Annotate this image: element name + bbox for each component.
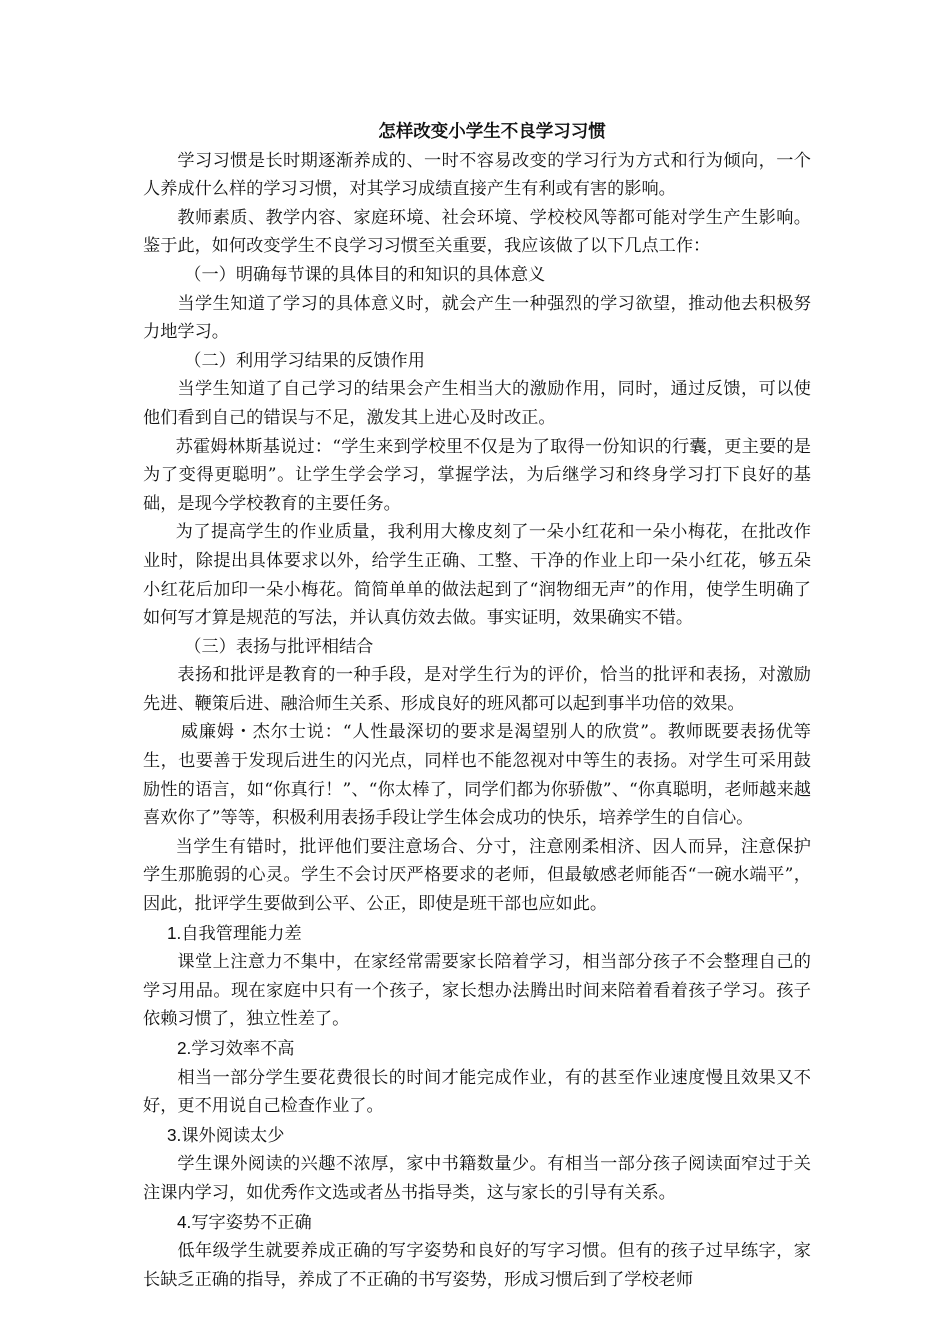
paragraph: 为了提高学生的作业质量，我利用大橡皮刻了一朵小红花和一朵小梅花，在批改作业时，除提出具体要求以外，给学生正确、工整、干净的作业上印一朵小红花，够五朵小红花后加印一朵小梅花。简简单单的做法起到了“润物细无声”的作用，使学生明确了如何写才算是规范的写法，并认真仿效去做。事实证明，效果确实不错。	[143, 522, 811, 629]
numbered-heading	[143, 1121, 811, 1151]
heading-number: 2.	[177, 1038, 192, 1058]
heading-number: 4.	[177, 1211, 192, 1232]
paragraph: 表扬和批评是教育的一种手段，是对学生行为的评价，恰当的批评和表扬，对激励先进、鞭策后进、融洽师生关系、形成良好的班风都可以起到事半功倍的效果。	[143, 665, 811, 714]
paragraph: 课堂上注意力不集中，在家经常需要家长陪着学习，相当部分孩子不会整理自己的学习用品。现在家庭中只有一个孩子，家长想办法腾出时间来陪着看着孩子学习。孩子依赖习惯了，独立性差了。	[143, 952, 811, 1030]
heading-number: 3.	[167, 1124, 182, 1145]
paragraph: 苏霍姆林斯基说过：“学生来到学校里不仅是为了取得一份知识的行囊，更主要的是为了变得更聪明”。让学生学会学习，掌握学法，为后继学习和终身学习打下良好的基础，是现今学校教育的主要任务。	[143, 436, 811, 514]
numbered-heading	[143, 1208, 811, 1238]
document-page	[143, 118, 811, 1294]
paragraph: 威廉姆・杰尔士说：“人性最深切的要求是渴望别人的欣赏”。教师既要表扬优等生，也要善于发现后进生的闪光点，同样也不能忽视对中等生的表扬。对学生可采用鼓励性的语言，如“你真行！”、“你太棒了，同学们都为你骄傲”、“你真聪明，老师越来越喜欢你了”等等，积极利用表扬手段让学生体会成功的快乐，培养学生的自信心。	[143, 722, 811, 829]
numbered-heading	[143, 1034, 811, 1064]
paragraph: 学习习惯是长时期逐渐养成的、一时不容易改变的学习行为方式和行为倾向，一个人养成什么样的学习习惯，对其学习成绩直接产生有利或有害的影响。	[143, 150, 811, 200]
heading-number: 1.	[167, 922, 182, 943]
heading-text: 自我管理能力差	[181, 923, 302, 944]
paragraph: 当学生知道了学习的具体意义时，就会产生一种强烈的学习欲望，推动他去积极努力地学习。	[143, 293, 811, 343]
section-heading: （二）利用学习结果的反馈作用	[184, 350, 425, 371]
paragraph: 教师素质、教学内容、家庭环境、社会环境、学校校风等都可能对学生产生影响。鉴于此，如何改变学生不良学习习惯至关重要，我应该做了以下几点工作：	[143, 207, 811, 257]
numbered-heading	[143, 919, 811, 949]
heading-text: 写字姿势不正确	[191, 1212, 312, 1233]
paragraph: 低年级学生就要养成正确的写字姿势和良好的写字习惯。但有的孩子过早练字，家长缺乏正确的指导，养成了不正确的书写姿势，形成习惯后到了学校老师	[143, 1241, 811, 1290]
section-heading: （一）明确每节课的具体目的和知识的具体意义	[184, 264, 546, 285]
section-heading: （三）表扬与批评相结合	[184, 636, 374, 657]
document-title: 怎样改变小学生不良学习习惯	[378, 122, 606, 142]
heading-text: 学习效率不高	[191, 1039, 295, 1059]
paragraph: 当学生有错时，批评他们要注意场合、分寸，注意刚柔相济、因人而异，注意保护学生那脆弱的心灵。学生不会讨厌严格要求的老师，但最敏感老师能否“一碗水端平”，因此，批评学生要做到公平、公正，即使是班干部也应如此。	[143, 836, 811, 915]
paragraph: 当学生知道了自己学习的结果会产生相当大的激励作用，同时，通过反馈，可以使他们看到自己的错误与不足，激发其上进心及时改正。	[143, 379, 811, 428]
paragraph: 学生课外阅读的兴趣不浓厚，家中书籍数量少。有相当一部分孩子阅读面窄过于关注课内学习，如优秀作文选或者丛书指导类，这与家长的引导有关系。	[143, 1154, 811, 1203]
heading-text: 课外阅读太少	[181, 1125, 285, 1146]
paragraph: 相当一部分学生要花费很长的时间才能完成作业，有的甚至作业速度慢且效果又不好，更不用说自己检查作业了。	[143, 1067, 811, 1117]
